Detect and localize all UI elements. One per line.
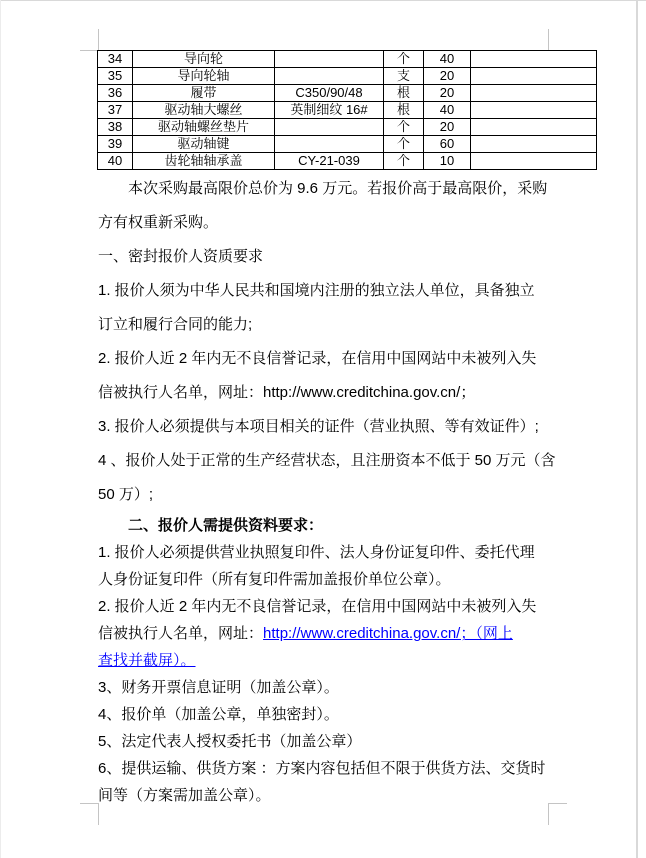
cell-name: 驱动轴螺丝垫片	[133, 119, 275, 136]
cell-spec	[275, 68, 384, 85]
cell-qty: 20	[424, 85, 471, 102]
cell-spec: C350/90/48	[275, 85, 384, 102]
section2-item-line: 5、法定代表人授权委托书（加盖公章）	[98, 733, 362, 750]
intro-line: 本次采购最高限价总价为 9.6 万元。若报价高于最高限价，采购	[128, 180, 548, 197]
cell-no: 34	[98, 51, 133, 68]
section1-heading: 一、密封报价人资质要求	[98, 248, 264, 265]
margin-mark-top-left	[80, 29, 99, 51]
section1-item-line: 订立和履行合同的能力;	[98, 316, 253, 333]
cell-spec	[275, 51, 384, 68]
cell-name: 驱动轴大螺丝	[133, 102, 275, 119]
cell-unit: 根	[384, 102, 424, 119]
cell-spec	[275, 119, 384, 136]
cell-name: 导向轮	[133, 51, 275, 68]
table-row	[98, 136, 597, 153]
cell-unit: 个	[384, 51, 424, 68]
cell-spec: CY-21-039	[275, 153, 384, 170]
creditchina-link[interactable]: 查找并截屏）。	[98, 652, 196, 669]
section2-item-line: 人身份证复印件（所有复印件需加盖报价单位公章）。	[98, 571, 451, 588]
table-row	[98, 153, 597, 170]
section2-item-line: 4、报价单（加盖公章，单独密封）。	[98, 706, 339, 723]
creditchina-link[interactable]: http://www.creditchina.gov.cn/；（网上	[263, 625, 513, 642]
section2-item-line: 间等（方案需加盖公章）。	[98, 787, 271, 804]
cell-name: 驱动轴键	[133, 136, 275, 153]
cell-qty: 40	[424, 51, 471, 68]
cell-spec: 英制细纹 16#	[275, 102, 384, 119]
cell-note	[471, 68, 597, 85]
cell-unit: 支	[384, 68, 424, 85]
margin-mark-top-right	[548, 29, 567, 51]
cell-qty: 60	[424, 136, 471, 153]
page-left-edge	[0, 0, 1, 858]
parts-table	[97, 50, 597, 170]
margin-mark-bottom-left	[80, 803, 99, 825]
intro-line: 方有权重新采购。	[98, 214, 219, 231]
table-row	[98, 68, 597, 85]
section2-item-line: 6、提供运输、供货方案 ：方案内容包括但不限于供货方法、交货时	[98, 760, 546, 777]
section1-item-line: 4 、报价人处于正常的生产经营状态，且注册资本不低于 50 万元（含	[98, 452, 556, 469]
cell-unit: 个	[384, 119, 424, 136]
cell-note	[471, 136, 597, 153]
cell-no: 35	[98, 68, 133, 85]
cell-qty: 10	[424, 153, 471, 170]
document-body	[98, 172, 556, 809]
margin-mark-bottom-right	[548, 803, 567, 825]
cell-note	[471, 85, 597, 102]
table-row	[98, 51, 597, 68]
link-prefix-text: 信被执行人名单，网址：	[98, 625, 264, 642]
section1-item-line: 50 万）;	[98, 486, 154, 503]
table-row	[98, 102, 597, 119]
section1-item-line: 信被执行人名单，网址：http://www.creditchina.gov.cn/；	[98, 384, 476, 401]
cell-note	[471, 153, 597, 170]
cell-no: 37	[98, 102, 133, 119]
cell-no: 36	[98, 85, 133, 102]
cell-name: 导向轮轴	[133, 68, 275, 85]
cell-note	[471, 119, 597, 136]
cell-no: 40	[98, 153, 133, 170]
section1-item-line: 3. 报价人必须提供与本项目相关的证件（营业执照、等有效证件）;	[98, 418, 539, 435]
section1-item-line: 1. 报价人须为中华人民共和国境内注册的独立法人单位，具备独立	[98, 282, 535, 299]
cell-no: 38	[98, 119, 133, 136]
cell-qty: 40	[424, 102, 471, 119]
cell-spec	[275, 136, 384, 153]
cell-unit: 个	[384, 136, 424, 153]
table-row	[98, 119, 597, 136]
cell-qty: 20	[424, 119, 471, 136]
page-top-edge	[0, 0, 646, 1]
cell-no: 39	[98, 136, 133, 153]
cell-note	[471, 102, 597, 119]
cell-unit: 个	[384, 153, 424, 170]
section2-item-line: 3、财务开票信息证明（加盖公章）。	[98, 679, 339, 696]
section2-item-line	[98, 647, 550, 674]
cell-note	[471, 51, 597, 68]
cell-unit: 根	[384, 85, 424, 102]
cell-qty: 20	[424, 68, 471, 85]
section2-item-line	[98, 620, 550, 647]
page-right-edge	[636, 0, 638, 858]
section2-heading: 二、报价人需提供资料要求：	[128, 517, 324, 534]
table-row	[98, 85, 597, 102]
cell-name: 齿轮轴轴承盖	[133, 153, 275, 170]
section1-item-line: 2. 报价人近 2 年内无不良信誉记录，在信用中国网站中未被列入失	[98, 350, 537, 367]
cell-name: 履带	[133, 85, 275, 102]
section2-item-line: 1. 报价人必须提供营业执照复印件、法人身份证复印件、委托代理	[98, 544, 535, 561]
section2-item-line: 2. 报价人近 2 年内无不良信誉记录，在信用中国网站中未被列入失	[98, 598, 537, 615]
